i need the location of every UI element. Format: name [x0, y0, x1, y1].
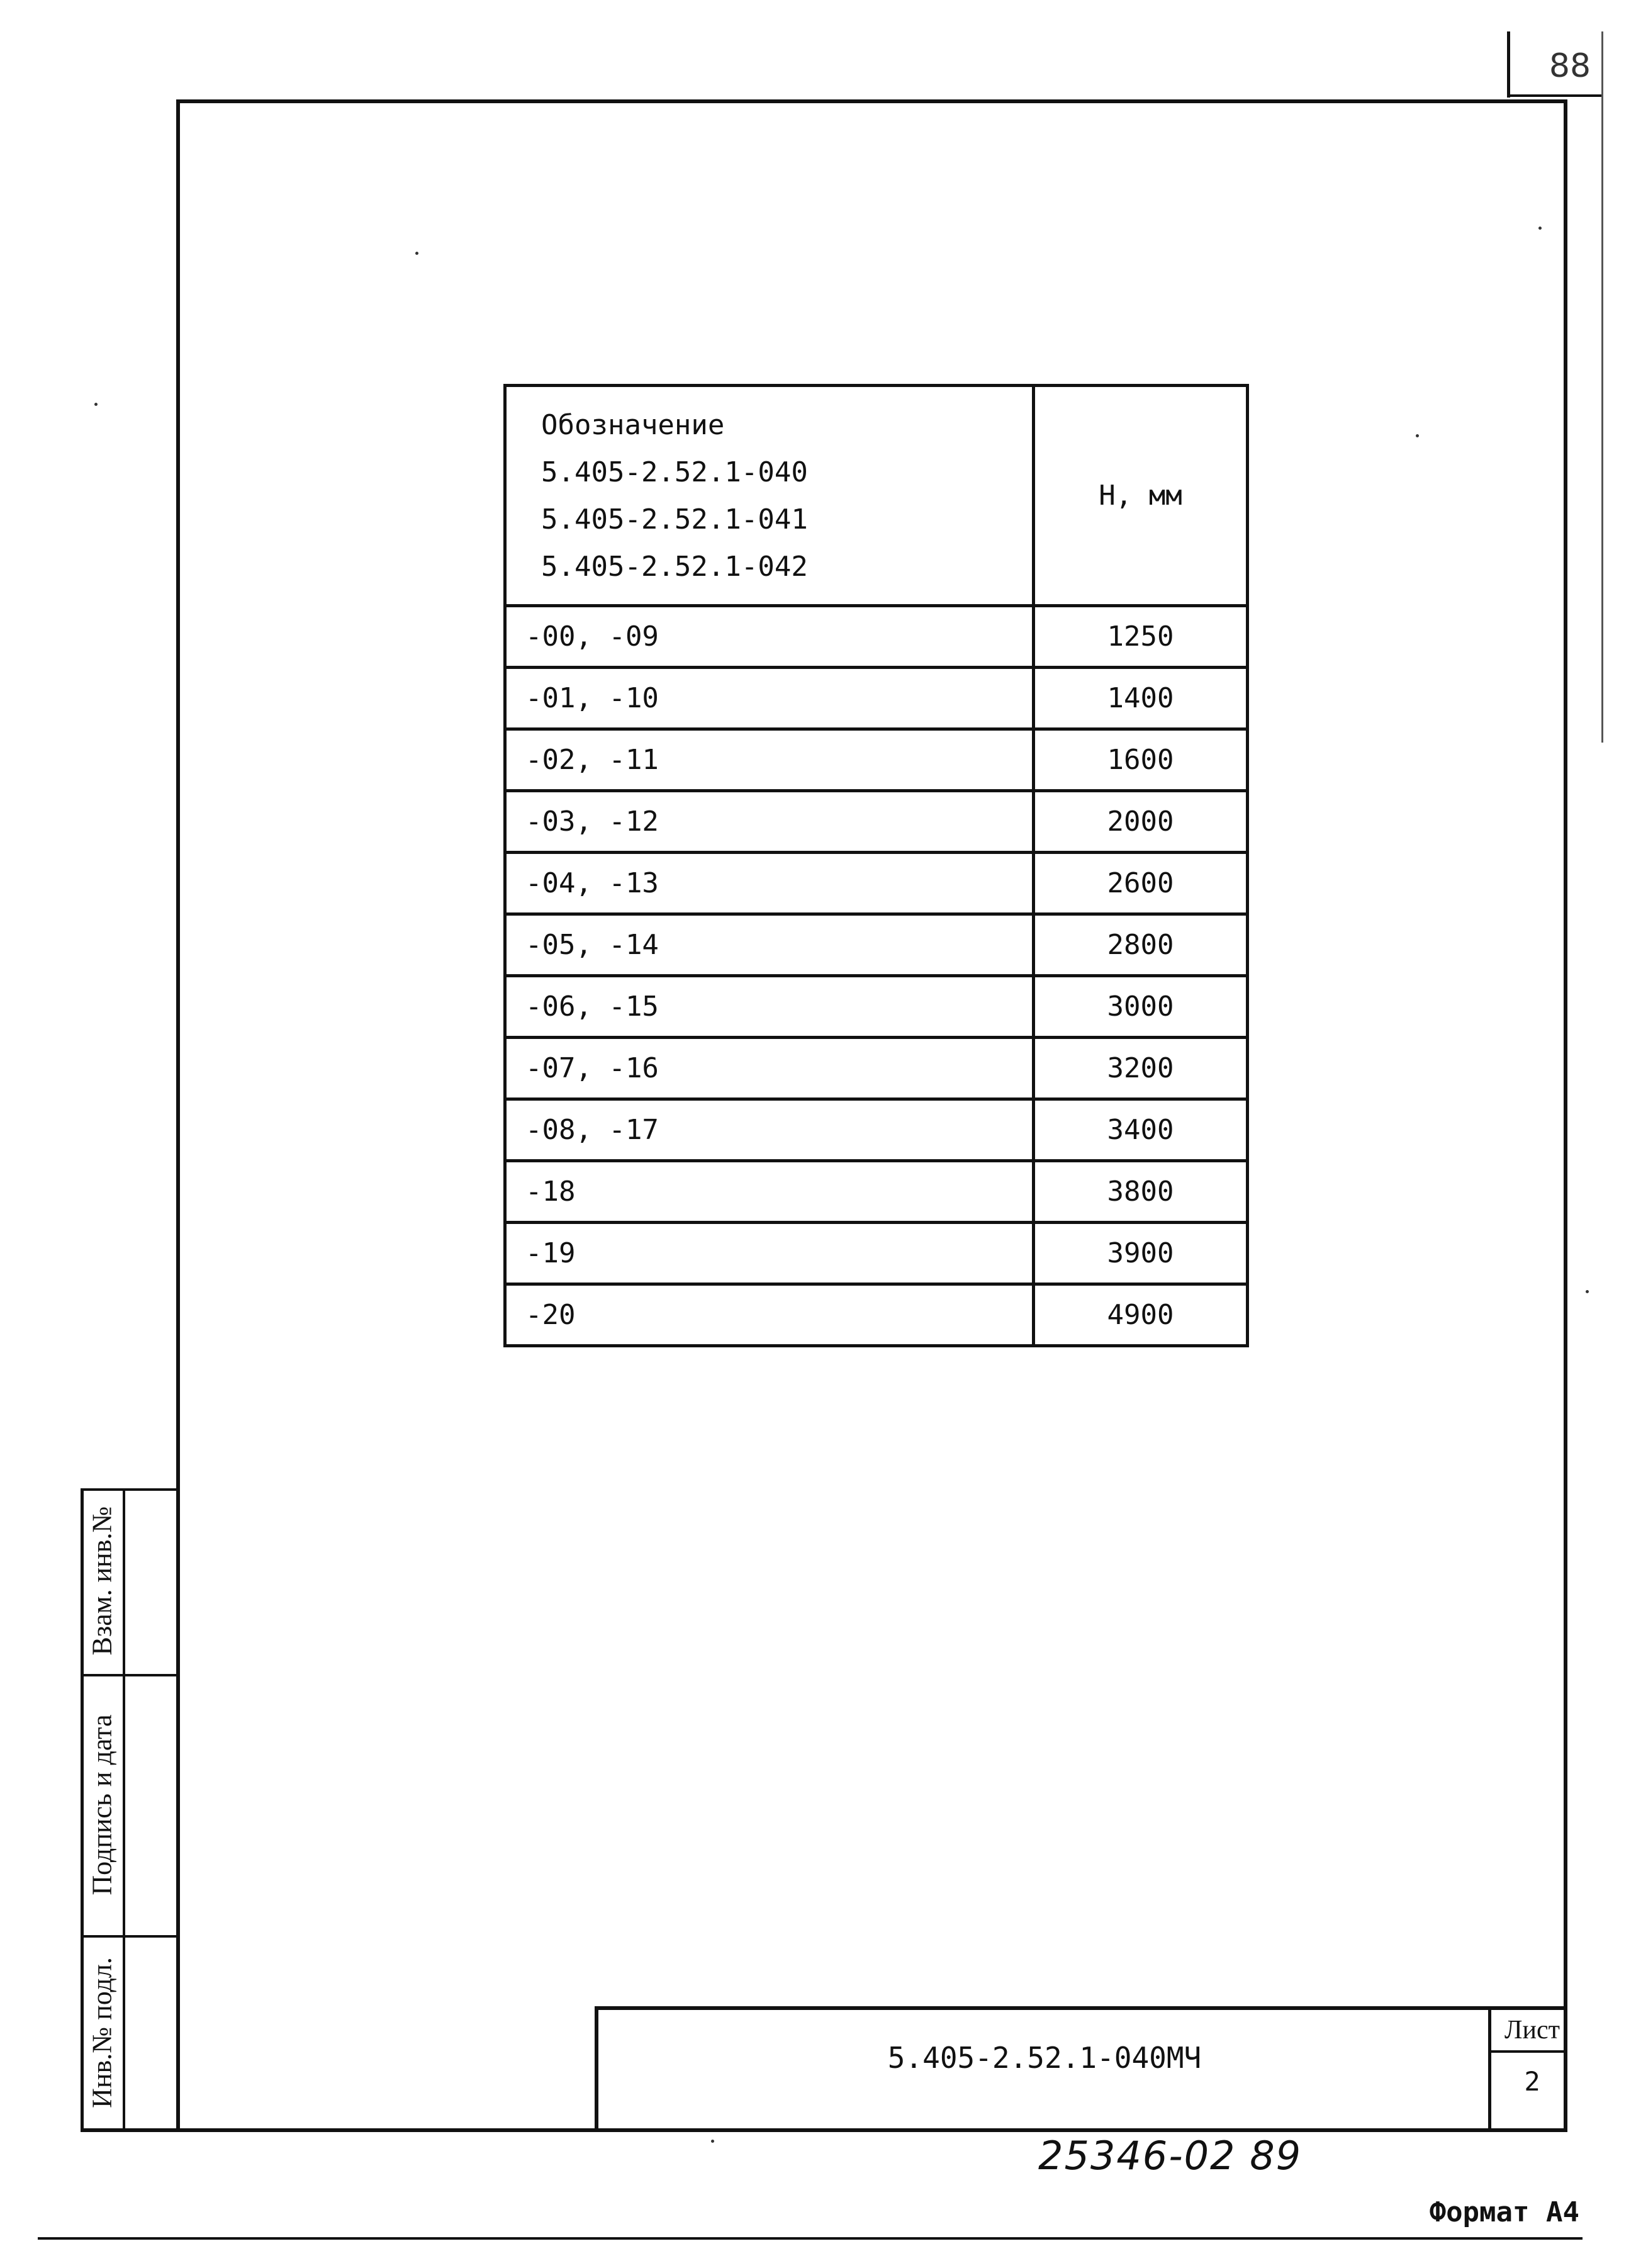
row-code-cell: -01, -10: [505, 668, 1034, 729]
row-code-cell: -20: [505, 1284, 1034, 1346]
table-row: [505, 668, 1248, 729]
table-row: [505, 1284, 1248, 1346]
stamp-signature-date: Подпись и дата: [86, 1714, 118, 1895]
row-height-cell: 3200: [1034, 1038, 1248, 1099]
row-code-cell: -07, -16: [505, 1038, 1034, 1099]
designation-2: 5.405-2.52.1-041: [541, 503, 808, 536]
row-height-cell: 1400: [1034, 668, 1248, 729]
scan-speck: [415, 252, 418, 255]
row-height-cell: 3900: [1034, 1223, 1248, 1284]
row-height-cell: 2600: [1034, 853, 1248, 914]
row-height-cell: 1600: [1034, 729, 1248, 791]
row-code-cell: -05, -14: [505, 914, 1034, 976]
table-row: [505, 976, 1248, 1038]
scan-speck: [711, 2140, 714, 2143]
spec-table-body: [505, 386, 1248, 1346]
sheet-label: Лист: [1504, 2016, 1560, 2045]
row-height-cell: 2000: [1034, 791, 1248, 853]
designation-3: 5.405-2.52.1-042: [541, 550, 808, 583]
row-code-cell: -18: [505, 1161, 1034, 1223]
row-code-cell: -06, -15: [505, 976, 1034, 1038]
designation-header-cell: [505, 386, 1034, 606]
stamp-inv-original: Инв.№ подл.: [86, 1957, 118, 2108]
row-code-cell: -19: [505, 1223, 1034, 1284]
row-code-cell: -00, -09: [505, 606, 1034, 668]
bottom-rule: [38, 2237, 1583, 2240]
table-row: [505, 1223, 1248, 1284]
sheet-number: 2: [1524, 2065, 1540, 2097]
table-row: [505, 791, 1248, 853]
table-row: [505, 606, 1248, 668]
row-height-cell: 3800: [1034, 1161, 1248, 1223]
row-height-cell: 3000: [1034, 976, 1248, 1038]
table-row: [505, 729, 1248, 791]
row-height-cell: 4900: [1034, 1284, 1248, 1346]
table-row: [505, 853, 1248, 914]
handwritten-number: 25346-02 89: [1038, 2132, 1303, 2179]
row-height-cell: 3400: [1034, 1099, 1248, 1161]
row-code-cell: -03, -12: [505, 791, 1034, 853]
table-header-row: [505, 386, 1248, 606]
table-row: [505, 914, 1248, 976]
scan-speck: [94, 403, 98, 406]
scan-speck: [1416, 434, 1419, 437]
table-row: [505, 1161, 1248, 1223]
spec-table: [503, 384, 1249, 1347]
page-number: 88: [1549, 47, 1591, 85]
table-row: [505, 1038, 1248, 1099]
row-code-cell: -04, -13: [505, 853, 1034, 914]
row-code-cell: -08, -17: [505, 1099, 1034, 1161]
row-height-cell: 2800: [1034, 914, 1248, 976]
scan-speck: [1538, 227, 1542, 230]
height-header-cell: Н, мм: [1034, 386, 1248, 606]
format-label: Формат А4: [1429, 2196, 1579, 2228]
scan-speck: [1586, 1290, 1589, 1293]
designation-1: 5.405-2.52.1-040: [541, 456, 808, 488]
table-row: [505, 1099, 1248, 1161]
designation-label: Обозначение: [541, 408, 725, 441]
stamp-inv-replace: Взам. инв.№: [86, 1506, 118, 1656]
row-code-cell: -02, -11: [505, 729, 1034, 791]
document-code: 5.405-2.52.1-040МЧ: [887, 2041, 1202, 2075]
row-height-cell: 1250: [1034, 606, 1248, 668]
